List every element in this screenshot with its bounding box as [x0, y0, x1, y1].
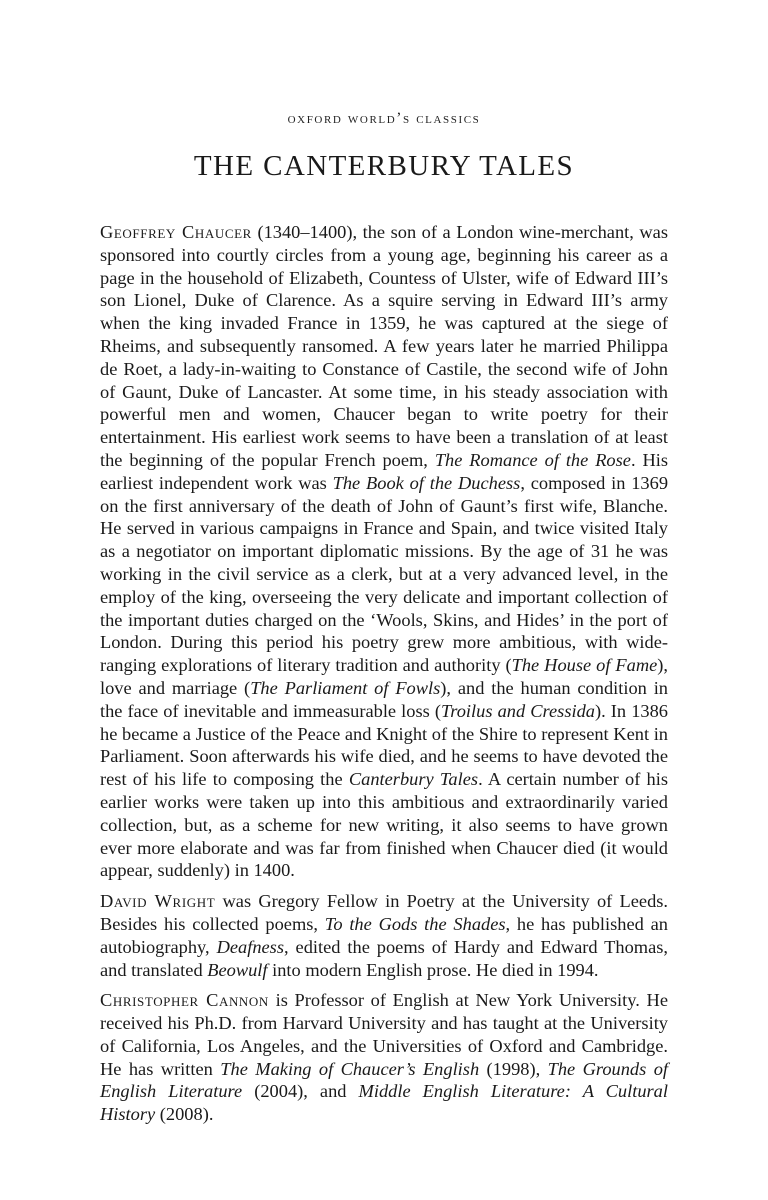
book-title: THE CANTERBURY TALES	[193, 150, 575, 182]
bio-text: , he has published an autobiography,	[100, 913, 669, 957]
work-title: The Making of Chaucer’s English	[220, 1058, 480, 1079]
bio-text: is Professor of English at New York University. He received his Ph.D. from Harvard University and has taught at the University of California, Los Angeles, and the Universities of Oxford and Cambridge. He has written	[100, 990, 668, 1079]
bio-text: ), love and marriage (	[100, 655, 668, 698]
author-name: Geoffrey Chaucer	[100, 222, 252, 242]
work-title: The Romance of the Rose	[434, 449, 631, 470]
bio-text: (2008).	[155, 1104, 214, 1125]
bio-text: , composed in 1369 on the first anniversary of the death of John of Gaunt’s first wife, Blanche. He served in various campaigns in France and Spain, and twice visited Italy as a negotiator on important diplomatic missions. By the age of 31 he was working in the civil service as a clerk, but at a very advanced level, in the employ of the king, overseeing the very delicate and important collection of the important duties charged on the ‘Wools, Skins, and Hides’ in the port of London. During this period his poetry grew more ambitious, with wide-ranging explorations of literary tradition and authority (	[100, 472, 669, 676]
work-title: Middle English Literature: A Cultural History	[100, 1081, 668, 1125]
bio-text: (1340–1400), the son of a London wine-merchant, was sponsored into courtly circles from a young age, beginning his career as a page in the household of Elizabeth, Countess of Ulster, wife of Edward III’s son Lionel, Duke of Clarence. As a squire serving in Edward III’s army when the king invaded France in 1359, he was captured at the siege of Rheims, and subsequently ransomed. A few years later he married Philippa de Roet, a lady-in-waiting to Constance of Castile, the second wife of John of Gaunt, Duke of Lancaster. At some time, in his steady association with powerful men and women, Chaucer began to write poetry for their entertainment. His earliest work seems to have been a translation of at least the beginning of the popular French poem,	[100, 222, 668, 470]
wright-biography	[100, 890, 668, 981]
work-title: The Parliament of Fowls	[250, 677, 441, 698]
bio-text: , edited the poems of Hardy and Edward Thomas, and translated	[100, 936, 669, 980]
bio-text: . His earliest independent work was	[100, 449, 668, 493]
work-title: The Book of the Duchess	[332, 472, 521, 493]
bio-text: was Gregory Fellow in Poetry at the University of Leeds. Besides his collected poems,	[100, 891, 669, 934]
work-title: To the Gods the Shades	[324, 913, 506, 934]
work-title: Deafness	[216, 936, 284, 957]
chaucer-biography	[100, 221, 668, 882]
bio-text: (1998),	[479, 1058, 548, 1079]
bio-text: (2004), and	[242, 1081, 359, 1102]
bio-text: . A certain number of his earlier works were taken up into this ambitious and extraordinarily varied collection, but, as a scheme for new writing, it also seems to have grown ever more elaborate and was far from finished when Chaucer died (it would appear, suddenly) in 1400.	[100, 769, 668, 881]
work-title: Troilus and Cressida	[441, 700, 595, 721]
cannon-biography	[100, 989, 668, 1126]
book-front-matter-page	[100, 0, 668, 1126]
author-name: David Wright	[100, 891, 216, 912]
work-title: Canterbury Tales	[348, 769, 479, 790]
bio-text: ), and the human condition in the face of inevitable and immeasurable loss (	[100, 677, 668, 721]
bio-text: into modern English prose. He died in 1994.	[267, 959, 599, 980]
work-title: The Grounds of English Literature	[100, 1058, 669, 1102]
author-name: Christopher Cannon	[100, 990, 269, 1011]
bio-text: ). In 1386 he became a Justice of the Peace and Knight of the Shire to represent Kent in Parliament. Soon afterwards his wife died, and he seems to have devoted the rest of his life to composing the	[100, 700, 668, 790]
work-title: The House of Fame	[511, 655, 658, 676]
series-name: oxford world’s classics	[287, 110, 481, 127]
work-title: Beowulf	[207, 959, 268, 980]
